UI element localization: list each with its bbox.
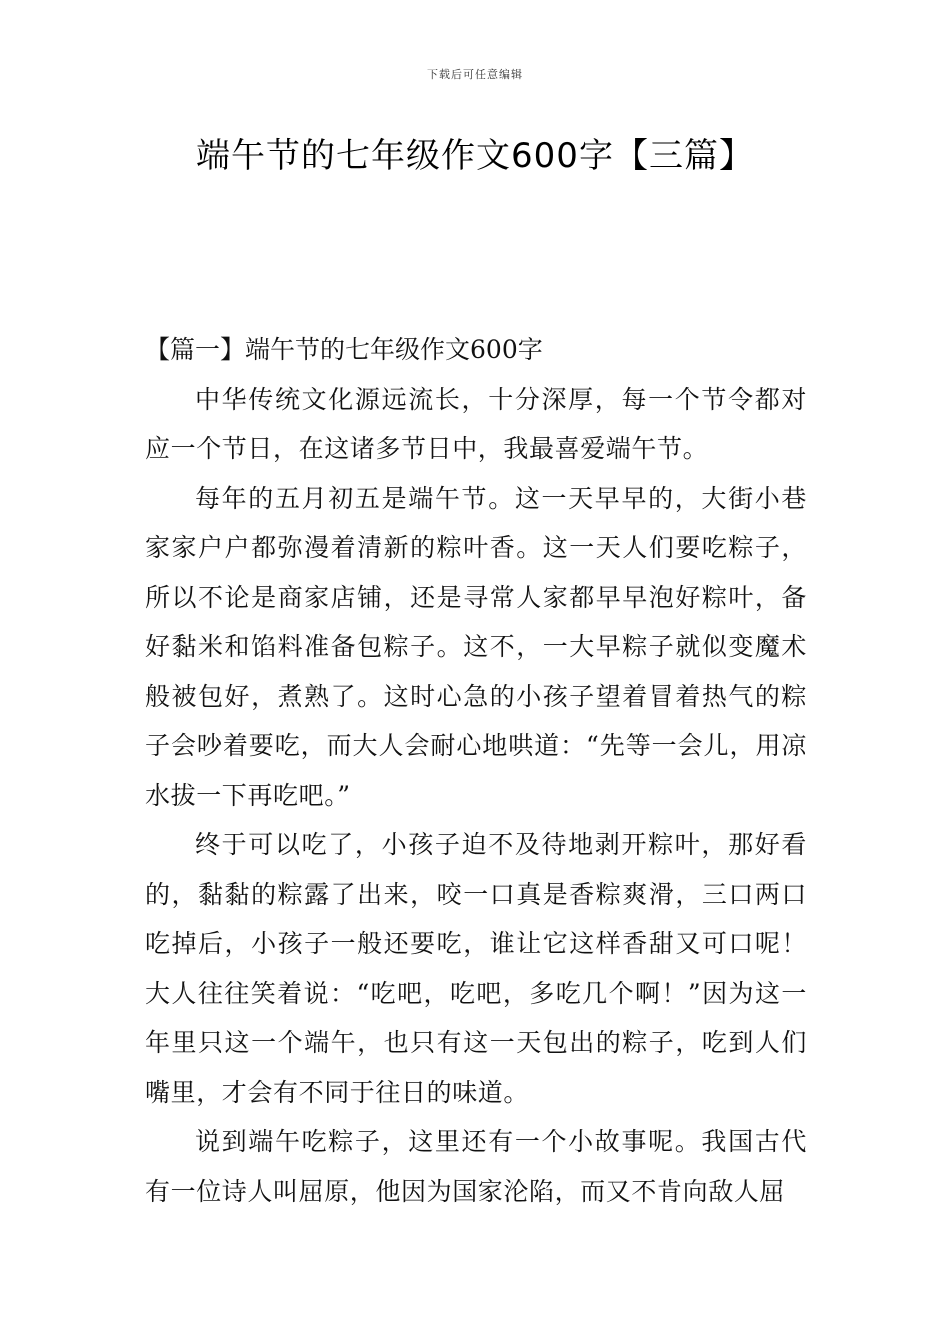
paragraph-1: 中华传统文化源远流长，十分深厚，每一个节令都对应一个节日，在这诸多节日中，我最喜爱端午节。 <box>145 384 807 463</box>
document-body <box>145 325 807 1216</box>
paragraph-2: 每年的五月初五是端午节。这一天早早的，大街小巷家家户户都弥漫着清新的粽叶香。这一天人们要吃粽子，所以不论是商家店铺，还是寻常人家都早早泡好粽叶，备好黏米和馅料准备包粽子。这不，一大早粽子就似变魔术般被包好，煮熟了。这时心急的小孩子望着冒着热气的粽子会吵着要吃，而大人会耐心地哄道：“先等一会儿，用凉水拔一下再吃吧。” <box>145 483 807 810</box>
section-heading: 【篇一】端午节的七年级作文600字 <box>145 335 543 364</box>
paragraph-3: 终于可以吃了，小孩子迫不及待地剥开粽叶，那好看的，黏黏的粽露了出来，咬一口真是香粽爽滑，三口两口吃掉后，小孩子一般还要吃，谁让它这样香甜又可口呢！大人往往笑着说：“吃吧，吃吧，多吃几个啊！”因为这一年里只这一个端午，也只有这一天包出的粽子，吃到人们嘴里，才会有不同于往日的味道。 <box>145 830 807 1107</box>
paragraph-4: 说到端午吃粽子，这里还有一个小故事呢。我国古代有一位诗人叫屈原，他因为国家沦陷，而又不肯向敌人屈 <box>145 1127 807 1206</box>
header-note: 下载后可任意编辑 <box>427 68 523 81</box>
page-title: 端午节的七年级作文600字【三篇】 <box>196 136 754 176</box>
